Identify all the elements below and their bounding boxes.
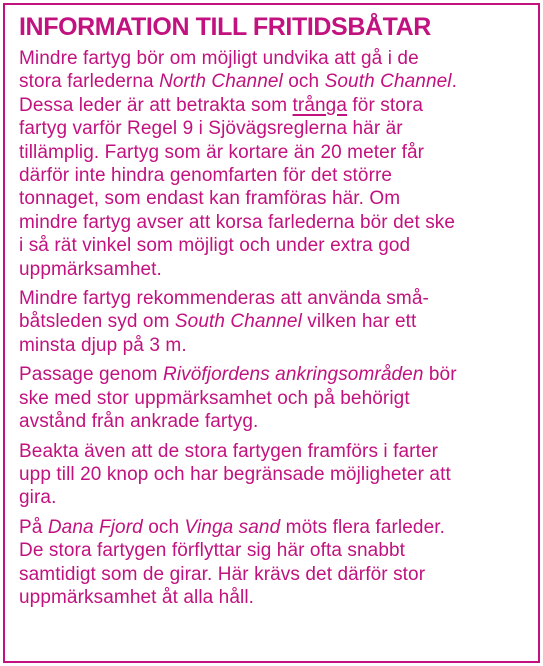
text-segment: tonnaget, som endast kan framföras här. Om: [19, 188, 401, 210]
text-line: [19, 47, 528, 70]
text-line: [19, 234, 528, 257]
place-name: South Channel: [174, 311, 302, 333]
text-segment: mindre fartyg avser att korsa farlederna bör det ske: [19, 211, 456, 233]
text-line: [19, 141, 528, 164]
text-line: [19, 516, 528, 539]
text-segment: stora farlederna: [19, 71, 160, 93]
text-segment: i så rät vinkel som möjligt och under extra god: [19, 235, 411, 257]
text-segment: och: [142, 516, 185, 538]
notice-body: [19, 47, 528, 609]
text-segment: Beakta även att de stora fartygen framförs i farter: [19, 440, 439, 462]
text-line: [19, 563, 528, 586]
text-line: [19, 310, 528, 333]
text-line: [19, 258, 528, 281]
text-segment: därför inte hindra genomfarten för det större: [19, 165, 393, 187]
text-segment: Dessa leder är att betrakta som: [19, 94, 293, 116]
text-segment: .: [451, 71, 457, 93]
text-segment: Mindre fartyg rekommenderas att använda små-: [19, 288, 429, 310]
text-line: [19, 539, 528, 562]
notice-paragraph: [19, 440, 528, 510]
text-line: [19, 94, 528, 117]
notice-paragraph: [19, 287, 528, 357]
text-segment: De stora fartygen förflyttar sig här ofta snabbt: [19, 540, 406, 562]
text-line: [19, 334, 528, 357]
text-segment: samtidigt som de girar. Här krävs det därför stor: [19, 563, 426, 585]
text-segment: Passage genom: [19, 364, 163, 386]
text-segment: möts flera farleder.: [280, 516, 445, 538]
text-line: [19, 410, 528, 433]
text-segment: gira.: [19, 487, 57, 509]
text-segment: uppmärksamhet åt alla håll.: [19, 586, 255, 608]
text-segment: Mindre fartyg bör om möjligt undvika att gå i de: [19, 48, 419, 69]
place-name: Vinga sand: [184, 516, 281, 538]
text-segment: minsta djup på 3 m.: [19, 334, 187, 356]
text-line: [19, 440, 528, 463]
notice-paragraph: [19, 363, 528, 433]
text-line: [19, 117, 528, 140]
notice-paragraph: [19, 47, 528, 281]
text-segment: bör: [423, 364, 457, 386]
text-line: [19, 211, 528, 234]
text-line: [19, 287, 528, 310]
text-segment: upp till 20 knop och har begränsade möjligheter att: [19, 463, 451, 485]
text-segment: På: [19, 516, 48, 538]
place-name: Dana Fjord: [47, 516, 143, 538]
text-line: [19, 164, 528, 187]
text-segment: fartyg varför Regel 9 i Sjövägsreglerna här är: [19, 118, 403, 140]
text-segment: vilken har ett: [301, 311, 417, 333]
text-segment: båtsleden syd om: [19, 311, 175, 333]
text-line: [19, 463, 528, 486]
text-segment: ske med stor uppmärksamhet och på behörigt: [19, 387, 410, 409]
text-segment: för stora: [347, 94, 424, 116]
place-name: North Channel: [159, 71, 283, 93]
notice-title: INFORMATION TILL FRITIDSBÅTAR: [19, 13, 431, 41]
text-segment: tillämplig. Fartyg som är kortare än 20 meter får: [19, 141, 425, 163]
emphasis-text: trånga: [292, 94, 348, 116]
info-notice-box: [3, 3, 540, 663]
place-name: Rivöfjordens ankringsområden: [163, 364, 424, 386]
text-line: [19, 187, 528, 210]
text-line: [19, 363, 528, 386]
text-line: [19, 387, 528, 410]
place-name: South Channel: [324, 71, 452, 93]
text-segment: uppmärksamhet.: [19, 258, 162, 280]
text-segment: avstånd från ankrade fartyg.: [19, 411, 259, 433]
text-segment: och: [282, 71, 325, 93]
text-line: [19, 586, 528, 609]
text-line: [19, 70, 528, 93]
notice-paragraph: [19, 516, 528, 610]
text-line: [19, 486, 528, 509]
